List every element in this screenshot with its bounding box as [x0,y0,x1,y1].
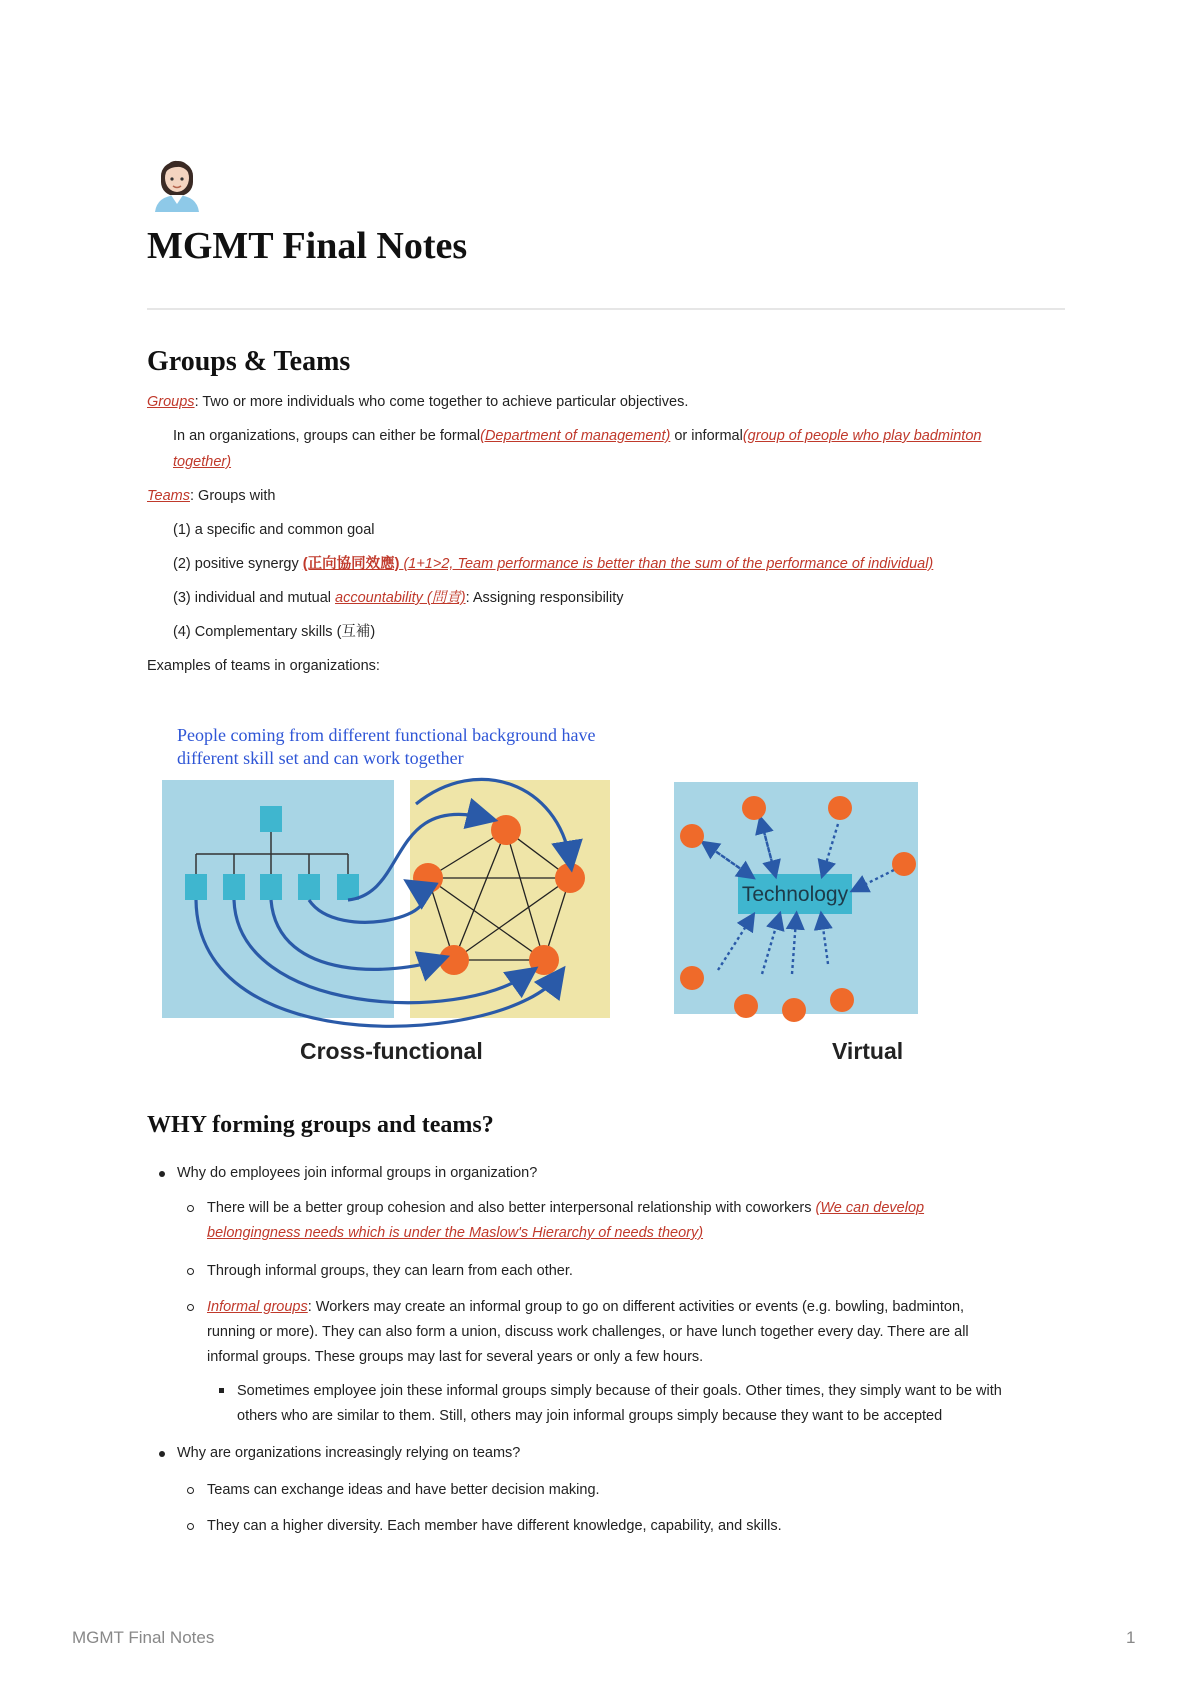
question-1: Why do employees join informal groups in organization? [177,1165,538,1181]
groups-definition: Groups: Two or more individuals who come together to achieve particular objectives. [147,394,689,410]
q1-answer-3: Informal groups: Workers may create an informal group to go on different activities or events (e.g. bowling, badminton, [207,1299,965,1315]
teams-item-3: (3) individual and mutual accountability (問責): Assigning responsibility [173,590,624,606]
page-number: 1 [1126,1628,1136,1647]
bullet-circle [187,1205,194,1212]
question-2: Why are organizations increasingly relying on teams? [177,1445,521,1461]
teams-term: Teams [147,488,190,504]
q1-answer-2: Through informal groups, they can learn from each other. [207,1263,573,1279]
q2-answer-2: They can a higher diversity. Each member have different knowledge, capability, and skills. [207,1518,782,1534]
q1-answer-3-sub-line1: Sometimes employee join these informal groups simply because of their goals. Other times, they simply want to be with [237,1383,1002,1399]
q1-answer-1: There will be a better group cohesion and also better interpersonal relationship with coworkers (We can develop [207,1200,925,1216]
virtual-label: Virtual [832,1038,904,1064]
technology-label: Technology [741,883,849,906]
org-groups-line: In an organizations, groups can either be formal(Department of management) or informal(group of people who play badminton [173,428,982,444]
bullet-circle [187,1304,194,1311]
cross-functional-label: Cross-functional [300,1038,483,1064]
bullet-circle [187,1523,194,1530]
examples-label: Examples of teams in organizations: [147,658,380,674]
page-title: MGMT Final Notes [147,225,468,267]
woman-office-worker-icon [147,152,207,212]
q1-answer-1-cont: belongingness needs which is under the Maslow's Hierarchy of needs theory) [207,1225,704,1241]
teams-item-4: (4) Complementary skills (互補) [173,624,376,640]
q2-answer-1: Teams can exchange ideas and have better decision making. [207,1482,600,1498]
section-heading-groups-teams: Groups & Teams [147,346,351,377]
q1-answer-3-sub-line2: others who are similar to them. Still, others may join informal groups simply because they want to be accepted [237,1408,943,1424]
q1-answer-3-line2: running or more). They can also form a union, discuss work challenges, or have lunch together every day. There are all [207,1324,969,1340]
bullet-square [219,1388,224,1393]
teams-item-2: (2) positive synergy (正向協同效應) (1+1>2, Team performance is better than the sum of the performance of individual) [173,556,934,572]
figure-caption: People coming from different functional background have different skill set and can work together [177,725,596,768]
bullet-circle [187,1268,194,1275]
q1-answer-3-line3: informal groups. These groups may last for several years or only a few hours. [207,1349,704,1365]
footer-title: MGMT Final Notes [72,1628,215,1647]
groups-term: Groups [147,394,195,410]
teams-definition: Teams: Groups with [147,488,276,504]
section-heading-why: WHY forming groups and teams? [147,1112,494,1138]
bullet-dot [159,1451,165,1457]
bullet-circle [187,1487,194,1494]
teams-item-1: (1) a specific and common goal [173,522,375,538]
bullet-dot [159,1171,165,1177]
teams-figure [158,774,1028,1074]
divider [147,308,1065,310]
org-groups-line-cont: together) [173,454,232,470]
